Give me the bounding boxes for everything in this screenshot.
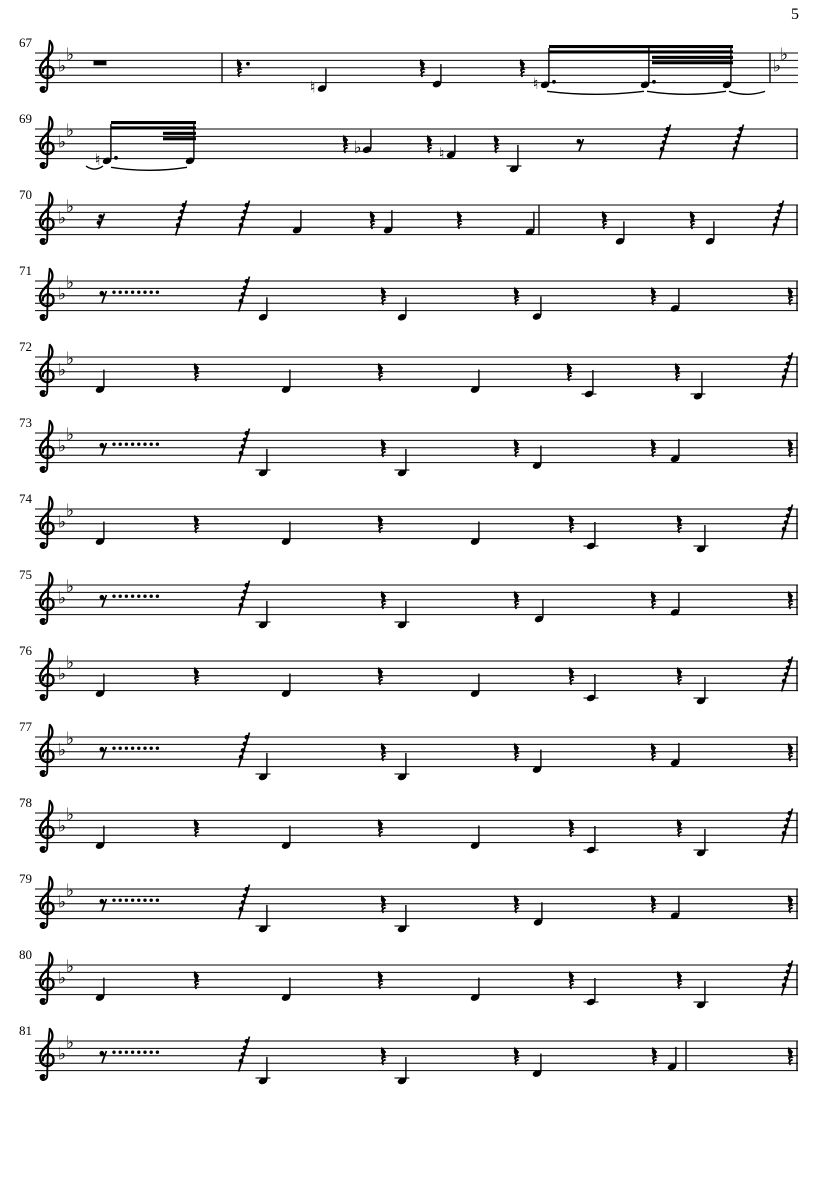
svg-text:♭: ♭: [65, 957, 75, 978]
measure-number: 79: [19, 871, 32, 886]
eighth-rest: [100, 899, 160, 912]
svg-text:♭: ♭: [57, 512, 67, 533]
sixty-fourth-rest: [176, 201, 187, 236]
svg-text:♭: ♭: [57, 436, 67, 457]
svg-text:♭: ♭: [65, 425, 75, 446]
note: [615, 221, 625, 245]
treble-clef-icon: [40, 801, 54, 852]
treble-clef-icon: [40, 497, 54, 548]
treble-clef-icon: [40, 649, 54, 700]
note: [256, 449, 271, 477]
note: [582, 370, 597, 398]
note: [694, 525, 709, 553]
note: [470, 522, 480, 546]
sixty-fourth-rest: [239, 581, 250, 616]
staff-lines: [35, 357, 798, 387]
note: [95, 978, 105, 1002]
note: [470, 826, 480, 850]
staff-lines: [35, 509, 798, 539]
note: [670, 743, 680, 767]
svg-text:♭: ♭: [57, 816, 67, 837]
key-signature: [58, 653, 74, 684]
svg-text:♭: ♭: [65, 1033, 75, 1054]
treble-clef-icon: [40, 269, 54, 320]
note: [256, 753, 271, 781]
measure-number: 80: [19, 947, 32, 962]
staff-lines: [35, 433, 798, 463]
note: [292, 210, 302, 234]
note: [670, 439, 680, 463]
note: [470, 674, 480, 698]
note: [281, 522, 291, 546]
note: [694, 829, 709, 857]
svg-text:♭: ♭: [779, 45, 789, 66]
note: [584, 674, 599, 702]
staff-lines: [35, 661, 798, 691]
tie: [647, 91, 726, 94]
key-signature: [58, 501, 74, 532]
svg-text:♭: ♭: [65, 881, 75, 902]
system-81: [19, 1023, 798, 1085]
note: [532, 750, 542, 774]
treble-clef-icon: [40, 421, 54, 472]
svg-text:♭: ♭: [65, 197, 75, 218]
system-73: [19, 415, 798, 477]
sixty-fourth-rest: [782, 961, 793, 996]
measure-number: 78: [19, 795, 32, 810]
system-80: [19, 947, 798, 1009]
key-signature: [58, 197, 74, 228]
measure-number: 72: [19, 339, 32, 354]
sixty-fourth-rest: [782, 505, 793, 540]
note: [640, 48, 656, 89]
svg-text:♭: ♭: [57, 588, 67, 609]
svg-text:♮: ♮: [94, 149, 101, 169]
tie: [547, 91, 644, 94]
measure-number: 76: [19, 643, 32, 658]
treble-clef-icon: [40, 725, 54, 776]
svg-text:♭: ♭: [57, 284, 67, 305]
measure-number: 71: [19, 263, 32, 278]
staff-lines: [35, 813, 798, 843]
system-78: [19, 795, 798, 857]
note: [256, 1057, 271, 1085]
note: [584, 978, 599, 1006]
note: [532, 1054, 542, 1078]
note: [256, 601, 271, 629]
sixty-fourth-rest: [239, 885, 250, 920]
note: [534, 599, 544, 623]
system-75: [19, 567, 798, 629]
sixty-fourth-rest: [239, 1037, 250, 1072]
svg-text:♭: ♭: [57, 56, 67, 77]
staff-lines: [35, 737, 798, 767]
note: [532, 297, 542, 321]
measure-number: 74: [19, 491, 32, 506]
note: [507, 145, 522, 173]
svg-text:♭: ♭: [65, 729, 75, 750]
tie: [729, 91, 765, 94]
system-72: [19, 339, 798, 401]
key-signature: [58, 273, 74, 304]
treble-clef-icon: [40, 41, 54, 92]
note: [670, 896, 680, 920]
treble-clef-icon: [40, 193, 54, 244]
eighth-rest: [100, 1051, 160, 1064]
note: [258, 297, 268, 321]
note: [694, 981, 709, 1009]
sixty-fourth-rest: [239, 277, 250, 312]
sixty-fourth-rest: [239, 429, 250, 464]
svg-text:♭: ♭: [57, 208, 67, 229]
svg-text:♭: ♭: [65, 45, 75, 66]
note: [95, 674, 105, 698]
measure-number: 81: [19, 1023, 32, 1038]
cautionary-key-signature: [773, 45, 788, 76]
key-signature: [58, 121, 74, 152]
staff-lines: [35, 965, 798, 995]
note: [395, 601, 410, 629]
sixty-fourth-rest: [239, 733, 250, 768]
treble-clef-icon: [40, 117, 54, 168]
system-71: [19, 263, 798, 322]
svg-text:♭: ♭: [65, 121, 75, 142]
measure-number: 67: [19, 35, 32, 50]
note: [95, 370, 105, 394]
svg-text:♭: ♭: [57, 740, 67, 761]
note: [532, 446, 542, 470]
svg-text:♭: ♭: [772, 56, 782, 77]
key-signature: [58, 349, 74, 380]
note: [533, 902, 543, 926]
treble-clef-icon: [40, 573, 54, 624]
system-77: [19, 719, 798, 781]
note: [383, 210, 393, 234]
measure-number: 69: [19, 111, 32, 126]
eighth-rest: [100, 595, 160, 608]
sixty-fourth-rest: [239, 201, 250, 236]
svg-text:♭: ♭: [65, 501, 75, 522]
key-signature: [58, 805, 74, 836]
sixty-fourth-rest: [782, 353, 793, 388]
svg-text:♭: ♭: [65, 805, 75, 826]
whole-rest: [94, 61, 107, 66]
note: [470, 978, 480, 1002]
system-74: [19, 491, 798, 553]
svg-text:♭: ♭: [353, 138, 362, 159]
note: [533, 48, 556, 93]
svg-text:♭: ♭: [57, 664, 67, 685]
sixty-fourth-rest: [782, 657, 793, 692]
note: [670, 592, 680, 616]
measure-number: 77: [19, 719, 32, 734]
treble-clef-icon: [40, 1029, 54, 1080]
eighth-rest: [100, 291, 160, 304]
system-69: [19, 111, 798, 173]
svg-text:♭: ♭: [65, 577, 75, 598]
treble-clef-icon: [40, 877, 54, 928]
system-76: [19, 643, 798, 705]
eighth-rest: [100, 443, 160, 456]
note: [95, 826, 105, 850]
system-70: [19, 187, 798, 246]
key-signature: [58, 425, 74, 456]
staff-lines: [35, 1041, 798, 1071]
note: [694, 677, 709, 705]
system-79: [19, 871, 798, 933]
measure-number: 75: [19, 567, 32, 582]
sixty-fourth-rest: [733, 125, 744, 160]
svg-text:♭: ♭: [57, 1044, 67, 1065]
system-67: [19, 35, 798, 97]
note: [256, 905, 271, 933]
sixty-fourth-rest: [782, 809, 793, 844]
svg-text:♭: ♭: [65, 273, 75, 294]
measure-number: 70: [19, 187, 32, 202]
tie: [111, 167, 187, 170]
key-signature: [58, 577, 74, 608]
note: [705, 221, 715, 245]
note: [667, 1047, 677, 1071]
sixteenth-rest: [97, 214, 105, 229]
key-signature: [58, 729, 74, 760]
staff-lines: [35, 205, 798, 235]
key-signature: [58, 1033, 74, 1064]
svg-text:♭: ♭: [65, 349, 75, 370]
staff-lines: [35, 889, 798, 919]
note: [281, 674, 291, 698]
note: [281, 978, 291, 1002]
treble-clef-icon: [40, 345, 54, 396]
note: [584, 826, 599, 854]
staff-lines: [35, 281, 798, 311]
note: [670, 288, 680, 312]
sixty-fourth-rest: [773, 201, 784, 236]
key-signature: [58, 957, 74, 988]
measure-number: 73: [19, 415, 32, 430]
key-signature: [58, 881, 74, 912]
note: [395, 449, 410, 477]
tremolo-beam-group: [95, 121, 196, 170]
svg-text:♮: ♮: [438, 143, 445, 163]
note: [281, 370, 291, 394]
staff-lines: [35, 129, 798, 159]
note: [395, 905, 410, 933]
key-signature: [58, 45, 74, 76]
eighth-rest: [100, 747, 160, 760]
note: [470, 370, 480, 394]
svg-text:♭: ♭: [57, 892, 67, 913]
svg-text:♭: ♭: [57, 968, 67, 989]
svg-text:♭: ♭: [57, 132, 67, 153]
note: [395, 1057, 410, 1085]
svg-text:♭: ♭: [65, 653, 75, 674]
svg-text:♭: ♭: [57, 360, 67, 381]
staff-lines: [35, 585, 798, 615]
eighth-rest: [577, 139, 584, 151]
treble-clef-icon: [40, 953, 54, 1004]
note: [584, 522, 599, 550]
svg-text:♮: ♮: [309, 77, 316, 97]
svg-text:♮: ♮: [532, 73, 539, 93]
note: [525, 212, 535, 236]
note: [397, 297, 407, 321]
note: [281, 826, 291, 850]
tremolo-beam-group: [533, 45, 765, 94]
note: [95, 522, 105, 546]
note: [95, 124, 118, 169]
sixty-fourth-rest: [660, 125, 671, 160]
note: [395, 753, 410, 781]
page-number: 5: [791, 6, 799, 23]
